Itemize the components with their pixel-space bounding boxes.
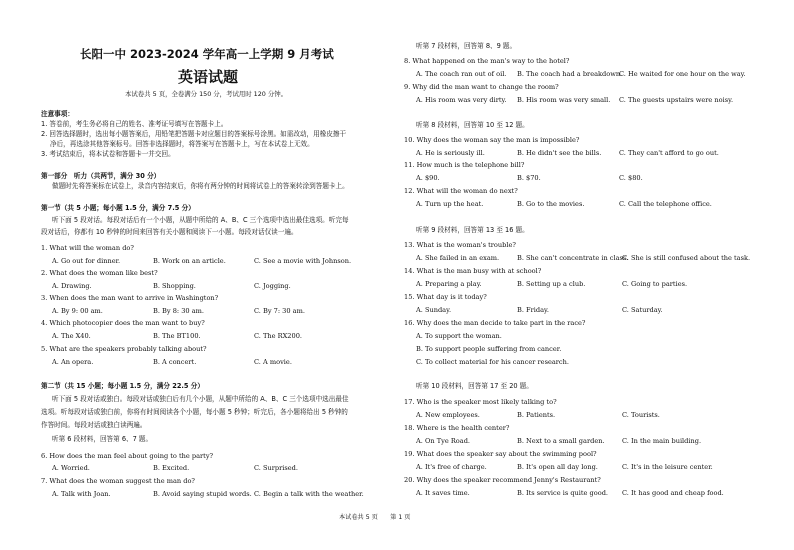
question-text: 19. What does the speaker say about the swimming pool? <box>404 450 597 458</box>
option-b: B. Shopping. <box>153 282 196 290</box>
question-text: 16. Why does the man decide to take part in the race? <box>404 319 586 327</box>
question-text: 6. How does the man feel about going to the party? <box>41 452 214 460</box>
option-c: C. See a movie with Johnson. <box>254 257 352 265</box>
option-c: C. In the main building. <box>622 437 702 445</box>
option-b: B. Excited. <box>153 464 190 472</box>
option-a: A. The X40. <box>52 332 91 340</box>
option-a: A. It's free of charge. <box>416 463 487 471</box>
option-b: B. By 8: 30 am. <box>153 307 204 315</box>
option-b: B. His room was very small. <box>517 96 611 104</box>
question-text: 5. What are the speakers probably talking about? <box>41 345 207 353</box>
question-text: 20. Why does the speaker recommend Jenny's Restaurant? <box>404 476 601 484</box>
option-c: C. Going to parties. <box>622 280 688 288</box>
option-b: B. Avoid saying stupid words. <box>153 490 252 498</box>
option-c: C. It's in the leisure center. <box>622 463 713 471</box>
question-text: 14. What is the man busy with at school? <box>404 267 542 275</box>
option-a: A. Go out for dinner. <box>52 257 121 265</box>
question-text: 11. How much is the telephone bill? <box>404 161 525 169</box>
question-text: 17. Who is the speaker most likely talking to? <box>404 398 557 406</box>
question-text: 15. What day is it today? <box>404 293 487 301</box>
question-text: 3. When does the man want to arrive in Washington? <box>41 294 219 302</box>
question-text: 8. What happened on the man's way to the hotel? <box>404 57 570 65</box>
option-c: C. To collect material for his cancer research. <box>416 358 569 366</box>
section2-heading: 第二节（共 15 小题；每小题 1.5 分，满分 22.5 分） <box>41 382 204 390</box>
option-c: C. Tourists. <box>622 411 660 419</box>
option-c: C. Surprised. <box>254 464 299 472</box>
material-label: 听第 9 段材料，回答第 13 至 16 题。 <box>416 226 529 234</box>
option-b: B. Setting up a club. <box>517 280 586 288</box>
question-text: 7. What does the woman suggest the man do? <box>41 477 195 485</box>
material-label: 听第 8 段材料，回答第 10 至 12 题。 <box>416 121 529 129</box>
option-c: C. She is still confused about the task. <box>622 254 751 262</box>
option-b: B. A concert. <box>153 358 197 366</box>
option-a: A. The coach ran out of oil. <box>416 70 507 78</box>
part1-heading: 第一部分 听力（共两节，满分 30 分） <box>41 172 161 180</box>
question-text: 2. What does the woman like best? <box>41 269 158 277</box>
option-a: A. Drawing. <box>52 282 92 290</box>
option-a: A. She failed in an exam. <box>416 254 500 262</box>
option-a: A. An opera. <box>52 358 94 366</box>
option-c: C. The guests upstairs were noisy. <box>619 96 734 104</box>
section2-intro: 听下面 5 段对话或独白。每段对话或独白后有几个小题，从题中所给的 A、B、C 三个选项中选出最佳 <box>52 395 349 403</box>
option-b: B. Friday. <box>517 306 549 314</box>
option-a: A. On Tye Road. <box>416 437 471 445</box>
subject-title: 英语试题 <box>178 68 239 86</box>
option-c: C. A movie. <box>254 358 292 366</box>
section2-intro: 作答时间。每段对话或独白读两遍。 <box>41 421 147 429</box>
option-b: B. The BT100. <box>153 332 201 340</box>
material-label: 听第 10 段材料，回答第 17 至 20 题。 <box>416 382 533 390</box>
page-footer: 本试卷共 5 页 第 1 页 <box>339 514 411 521</box>
option-c: C. $80. <box>619 174 643 182</box>
option-c: C. They can't afford to go out. <box>619 149 719 157</box>
question-text: 4. Which photocopier does the man want to buy? <box>41 319 205 327</box>
option-b: B. Go to the movies. <box>517 200 585 208</box>
option-a: A. $90. <box>416 174 440 182</box>
option-a: A. By 9: 00 am. <box>52 307 103 315</box>
exam-info: 本试卷共 5 页，全卷满分 150 分，考试用时 120 分钟。 <box>125 90 288 98</box>
question-text: 10. Why does the woman say the man is impossible? <box>404 136 580 144</box>
option-c: C. The RX200. <box>254 332 302 340</box>
question-text: 12. What will the woman do next? <box>404 187 518 195</box>
option-c: C. Jogging. <box>254 282 291 290</box>
option-a: A. Talk with Joan. <box>52 490 111 498</box>
question-text: 18. Where is the health center? <box>404 424 510 432</box>
note-item: 净后，再选涂其他答案标号。回答非选择题时，将答案写在答题卡上，写在本试卷上无效。 <box>50 140 314 148</box>
question-text: 13. What is the woman's trouble? <box>404 241 516 249</box>
option-b: B. Work on an article. <box>153 257 226 265</box>
option-b: B. It's open all day long. <box>517 463 598 471</box>
option-a: A. Turn up the heat. <box>416 200 484 208</box>
option-c: C. Call the telephone office. <box>619 200 712 208</box>
option-a: A. New employees. <box>416 411 480 419</box>
option-a: A. Preparing a play. <box>416 280 482 288</box>
notes-heading: 注意事项： <box>41 110 74 118</box>
material-label: 听第 7 段材料，回答第 8、9 题。 <box>416 42 517 50</box>
option-a: A. To support the woman. <box>416 332 502 340</box>
option-a: A. Worried. <box>52 464 90 472</box>
section2-intro: 选项。听每段对话或独白前，你将有时间阅读各个小题，每小题 5 秒钟；听完后，各小题将给出 5 秒钟的 <box>41 408 348 416</box>
option-c: C. Saturday. <box>622 306 663 314</box>
option-c: C. He waited for one hour on the way. <box>619 70 746 78</box>
option-b: B. Patients. <box>517 411 556 419</box>
note-item: 1. 答卷前，考生务必将自己的姓名、准考证号填写在答题卡上。 <box>41 120 228 128</box>
exam-title: 长阳一中 2023-2024 学年高一上学期 9 月考试 <box>80 47 334 61</box>
option-b: B. He didn't see the bills. <box>517 149 602 157</box>
note-item: 2. 回答选择题时，选出每小题答案后，用铅笔把答题卡对应题目的答案标号涂黑。如需改动，用橡皮擦干 <box>41 130 347 138</box>
part1-intro: 做题时先将答案标在试卷上，录音内容结束后，你将有两分钟的时间将试卷上的答案转涂到答题卡上。 <box>52 182 349 190</box>
option-a: A. It saves time. <box>416 489 470 497</box>
note-item: 3. 考试结束后，将本试卷和答题卡一并交回。 <box>41 150 175 158</box>
question-text: 9. Why did the man want to change the room? <box>404 83 559 91</box>
option-a: A. His room was very dirty. <box>416 96 507 104</box>
option-b: B. Next to a small garden. <box>517 437 605 445</box>
question-text: 1. What will the woman do? <box>41 244 134 252</box>
section1-heading: 第一节（共 5 小题；每小题 1.5 分，满分 7.5 分） <box>41 204 195 212</box>
option-c: C. It has good and cheap food. <box>622 489 724 497</box>
option-c: C. Begin a talk with the weather. <box>254 490 364 498</box>
material-label: 听第 6 段材料，回答第 6、7 题。 <box>52 435 153 443</box>
option-b: B. To support people suffering from cancer. <box>416 345 562 353</box>
section1-intro: 听下面 5 段对话。每段对话后有一个小题，从题中所给的 A、B、C 三个选项中选出最佳选项。听完每 <box>52 216 349 224</box>
option-b: B. She can't concentrate in class. <box>517 254 629 262</box>
section1-intro: 段对话后，你都有 10 秒钟的时间来回答有关小题和阅读下一小题。每段对话仅读一遍。 <box>41 228 298 236</box>
option-a: A. Sunday. <box>416 306 452 314</box>
option-b: B. Its service is quite good. <box>517 489 609 497</box>
option-a: A. He is seriously ill. <box>416 149 485 157</box>
option-b: B. The coach had a breakdown. <box>517 70 623 78</box>
option-b: B. $70. <box>517 174 541 182</box>
option-c: C. By 7: 30 am. <box>254 307 305 315</box>
